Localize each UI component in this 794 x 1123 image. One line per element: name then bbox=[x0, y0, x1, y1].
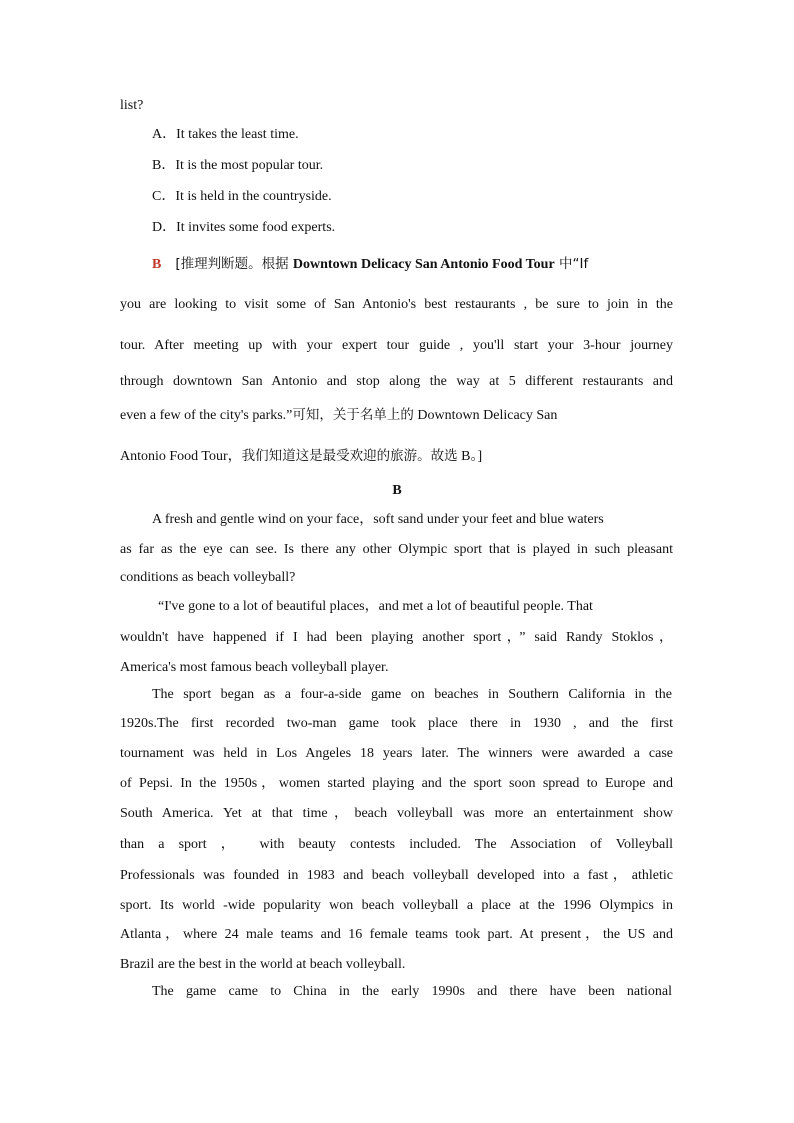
passage-line: Professionals was founded in 1983 and beach volleyball developed into a fast，athletic bbox=[120, 868, 673, 883]
answer-intro-after: 中“If bbox=[554, 256, 589, 272]
answer-line-5-cn: 可知，关于名单上的 bbox=[292, 407, 414, 423]
answer-line-3: tour. After meeting up with your expert tour guide , you'll start your 3-hour journey bbox=[120, 338, 673, 353]
option-c-label: C． bbox=[152, 189, 176, 204]
passage-line: A fresh and gentle wind on your face，soft sand under your feet and blue waters bbox=[152, 512, 604, 527]
option-d bbox=[152, 218, 672, 238]
option-b-label: B． bbox=[152, 158, 176, 173]
option-a bbox=[152, 125, 672, 145]
answer-line-1 bbox=[152, 254, 672, 275]
passage-line: conditions as beach volleyball? bbox=[120, 570, 296, 585]
answer-intro: [推理判断题。根据 bbox=[175, 256, 293, 272]
passage-line: of Pepsi. In the 1950s，women started playing and the sport soon spread to Europe and bbox=[120, 776, 673, 791]
answer-line-6-cn: 我们知道这是最受欢迎的旅游。故选 bbox=[241, 448, 458, 464]
answer-letter: B bbox=[152, 257, 162, 272]
answer-line-5-end: Downtown Delicacy San bbox=[413, 408, 558, 423]
answer-line-6 bbox=[120, 446, 673, 467]
section-heading: B bbox=[392, 483, 402, 498]
option-d-text: It invites some food experts. bbox=[176, 220, 336, 235]
option-c-text: It is held in the countryside. bbox=[175, 189, 332, 204]
question-tail: list? bbox=[120, 98, 144, 113]
answer-tour-name: Downtown Delicacy San Antonio Food Tour bbox=[292, 257, 555, 272]
passage-line: Brazil are the best in the world at beach volleyball. bbox=[120, 957, 406, 972]
passage-line: 1920s.The first recorded two-man game took place there in 1930 , and the first bbox=[120, 716, 673, 731]
passage-line: sport. Its world -wide popularity won beach volleyball a place at the 1996 Olympics in bbox=[120, 898, 673, 913]
passage-line: America's most famous beach volleyball player. bbox=[120, 660, 389, 675]
option-c bbox=[152, 187, 672, 207]
answer-line-6-en: Antonio Food Tour， bbox=[120, 449, 242, 464]
passage-line: than a sport ， with beauty contests included. The Association of Volleyball bbox=[120, 837, 673, 852]
passage-line: tournament was held in Los Angeles 18 years later. The winners were awarded a case bbox=[120, 746, 673, 761]
option-a-label: A． bbox=[152, 127, 177, 142]
passage-line: as far as the eye can see. Is there any other Olympic sport that is played in such pleasant bbox=[120, 542, 673, 557]
answer-line-5-en: even a few of the city's parks.” bbox=[120, 408, 293, 423]
answer-line-4: through downtown San Antonio and stop along the way at 5 different restaurants and bbox=[120, 374, 673, 389]
option-b-text: It is the most popular tour. bbox=[175, 158, 324, 173]
passage-line: South America. Yet at that time，beach volleyball was more an entertainment show bbox=[120, 806, 673, 821]
option-b bbox=[152, 156, 672, 176]
passage-line: The game came to China in the early 1990s and there have been national bbox=[152, 984, 672, 999]
option-d-label: D． bbox=[152, 220, 177, 235]
passage-line: The sport began as a four-a-side game on beaches in Southern California in the bbox=[152, 687, 672, 702]
answer-line-2: you are looking to visit some of San Antonio's best restaurants , be sure to join in the bbox=[120, 297, 673, 312]
answer-line-5 bbox=[120, 405, 673, 426]
answer-line-6-end: B。] bbox=[457, 449, 483, 464]
passage-line: “I've gone to a lot of beautiful places，and met a lot of beautiful people. That bbox=[158, 599, 593, 614]
option-a-text: It takes the least time. bbox=[176, 127, 299, 142]
passage-line: wouldn't have happened if I had been playing another sport，” said Randy Stoklos， bbox=[120, 630, 673, 645]
passage-line: Atlanta，where 24 male teams and 16 female teams took part. At present，the US and bbox=[120, 927, 673, 942]
